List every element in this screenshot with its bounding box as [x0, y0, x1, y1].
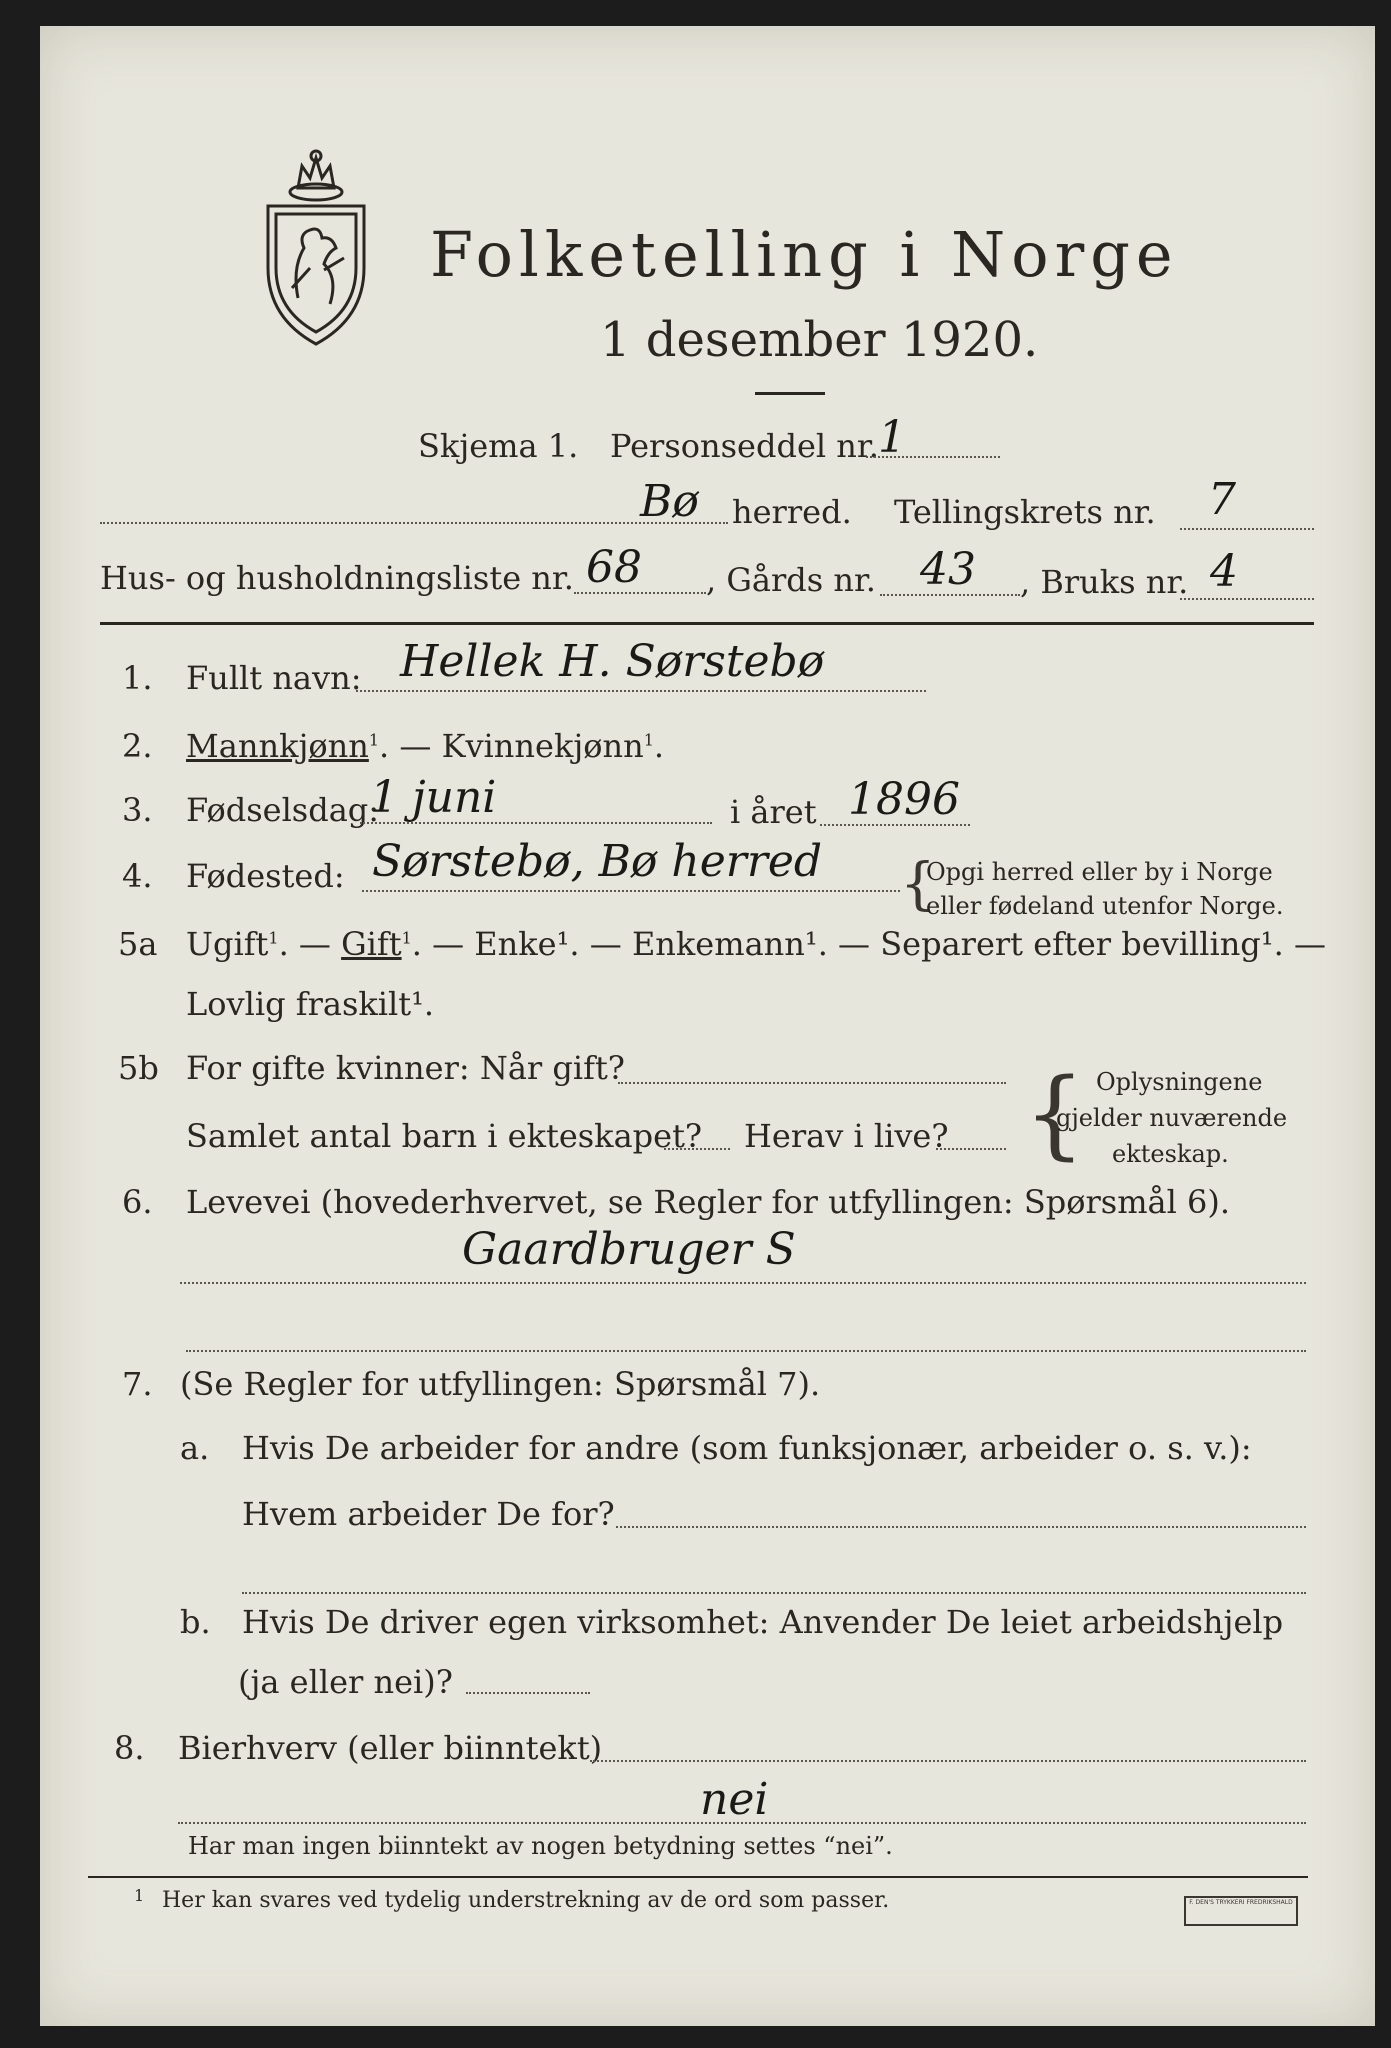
- gaards-value: 43: [920, 544, 976, 595]
- q1-label: Fullt navn:: [186, 659, 362, 697]
- q7-number: 7.: [122, 1365, 153, 1403]
- birth-year-value: 1896: [848, 774, 960, 825]
- q2-options: Mannkjønn$^1$. — Kvinnekjønn$^1$.: [186, 727, 665, 765]
- gaards-line: [880, 594, 1020, 596]
- hired-help-line: [466, 1692, 590, 1694]
- bruks-value: 4: [1210, 546, 1238, 597]
- herred-line: [100, 522, 728, 524]
- side-income-line-2: [178, 1822, 1306, 1824]
- gaards-label: , Gårds nr.: [706, 561, 876, 599]
- q8-label: Bierhverv (eller biinntekt): [178, 1729, 603, 1767]
- q7a-number: a.: [180, 1429, 210, 1467]
- skjema-label: Skjema 1.: [418, 427, 579, 465]
- birthplace-brace: {: [900, 852, 936, 917]
- footnote-rule: [88, 1876, 1308, 1878]
- q3-label: Fødselsdag:: [186, 791, 380, 829]
- tellingskrets-label: Tellingskrets nr.: [894, 493, 1156, 531]
- norway-coat-of-arms-icon: [258, 148, 374, 348]
- children-total-line: [664, 1148, 730, 1150]
- q4-label: Fødested:: [186, 857, 345, 895]
- herred-value: Bø: [640, 476, 699, 527]
- tellingskrets-value: 7: [1208, 474, 1236, 525]
- hus-value: 68: [586, 542, 642, 593]
- divorced-option: Lovlig fraskilt¹.: [186, 985, 435, 1023]
- q7b-number: b.: [180, 1603, 211, 1641]
- other-marital-options: . — Enke¹. — Enkemann¹. — Separert efter bevilling¹. —: [411, 925, 1326, 963]
- birthplace-value: Sørstebø, Bø herred: [372, 836, 823, 887]
- side-income-value: nei: [700, 1774, 769, 1825]
- full-name-line: [356, 690, 926, 692]
- q7a-line1: Hvis De arbeider for andre (som funksjonær, arbeider o. s. v.):: [242, 1429, 1252, 1467]
- marriage-note-1: Oplysningene: [1096, 1068, 1263, 1096]
- personseddel-value: 1: [878, 412, 906, 463]
- bruks-line: [1180, 598, 1314, 600]
- herred-label: herred.: [732, 493, 852, 531]
- q5b-label: For gifte kvinner: Når gift?: [186, 1049, 625, 1087]
- side-income-note: Har man ingen biinntekt av nogen betydning settes “nei”.: [188, 1832, 893, 1860]
- personseddel-line: [866, 456, 1000, 458]
- q5a-number: 5a: [118, 925, 158, 963]
- bruks-label: , Bruks nr.: [1020, 563, 1189, 601]
- occupation-line-1: [180, 1282, 1306, 1284]
- birth-year-line: [820, 824, 970, 826]
- title-divider: [755, 392, 825, 395]
- year-label: i året: [730, 793, 817, 831]
- header-rule: [100, 622, 1314, 625]
- printer-stamp: F. DEN'S TRYKKERI FREDRIKSHALD: [1184, 1896, 1298, 1926]
- hus-label: Hus- og husholdningsliste nr.: [100, 559, 574, 597]
- marriage-note-2: gjelder nuværende: [1056, 1104, 1288, 1132]
- q4-number: 4.: [122, 857, 153, 895]
- footnote-text: Her kan svares ved tydelig understrekning av de ord som passer.: [162, 1888, 890, 1913]
- female-option: — Kvinnekjønn: [399, 727, 644, 765]
- married-option: Gift: [341, 925, 402, 963]
- hus-line: [574, 592, 706, 594]
- tellingskrets-line: [1180, 528, 1314, 530]
- full-name-value: Hellek H. Sørstebø: [400, 636, 825, 687]
- q6-number: 6.: [122, 1183, 153, 1221]
- census-date: 1 desember 1920.: [600, 312, 1039, 368]
- occupation-value: Gaardbruger S: [462, 1224, 796, 1275]
- q2-number: 2.: [122, 727, 153, 765]
- birthplace-note-1: Opgi herred eller by i Norge: [926, 858, 1273, 886]
- occupation-line-2: [186, 1350, 1306, 1352]
- birthplace-line: [362, 890, 900, 892]
- unmarried-option: Ugift: [186, 925, 269, 963]
- children-alive-label: Herav i live?: [744, 1117, 949, 1155]
- q7a-line2: Hvem arbeider De for?: [242, 1495, 615, 1533]
- employer-line-2: [242, 1592, 1306, 1594]
- male-option: Mannkjønn: [186, 727, 369, 765]
- children-total-label: Samlet antal barn i ekteskapet?: [186, 1117, 703, 1155]
- footnote-mark: 1: [134, 1886, 145, 1905]
- q6-label: Levevei (hovederhvervet, se Regler for utfyllingen: Spørsmål 6).: [186, 1183, 1231, 1221]
- married-when-line: [618, 1082, 1006, 1084]
- marriage-brace: {: [1024, 1058, 1086, 1170]
- q5a-options: Ugift$^1$. — Gift$^1$. — Enke¹. — Enkemann¹. — Separert efter bevilling¹. —: [186, 925, 1326, 963]
- birthday-value: 1 juni: [370, 772, 497, 823]
- q1-number: 1.: [122, 659, 153, 697]
- children-alive-line: [936, 1148, 1006, 1150]
- q5b-number: 5b: [118, 1049, 159, 1087]
- side-income-line-1: [590, 1760, 1306, 1762]
- birthplace-note-2: eller fødeland utenfor Norge.: [926, 892, 1284, 920]
- q7-label: (Se Regler for utfyllingen: Spørsmål 7).: [180, 1365, 821, 1403]
- form-title: Folketelling i Norge: [430, 218, 1179, 291]
- birthday-line: [360, 822, 712, 824]
- q7b-line2: (ja eller nei)?: [238, 1663, 453, 1701]
- personseddel-label: Personseddel nr.: [610, 427, 879, 465]
- marriage-note-3: ekteskap.: [1112, 1140, 1229, 1168]
- q8-number: 8.: [114, 1729, 145, 1767]
- q3-number: 3.: [122, 791, 153, 829]
- q7b-line1: Hvis De driver egen virksomhet: Anvender De leiet arbeidshjelp: [242, 1603, 1284, 1641]
- employer-line-1: [616, 1526, 1306, 1528]
